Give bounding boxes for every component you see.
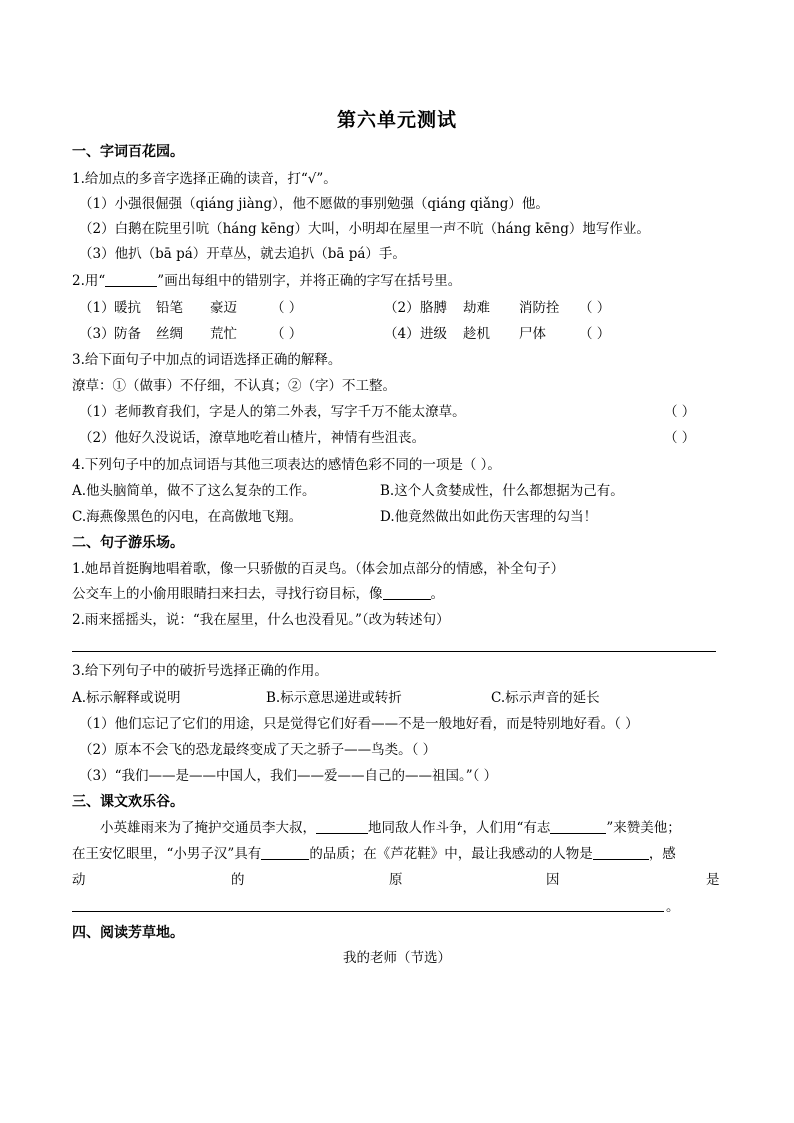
q2-2-answer-line[interactable] bbox=[72, 651, 716, 652]
s3-p1-c: ”来赞美他； bbox=[606, 820, 681, 836]
section-2-heading: 二、句子游乐场。 bbox=[72, 535, 184, 551]
q1-2-row-2-answer[interactable]: （ ） bbox=[579, 300, 611, 316]
section-4-heading: 四、阅读芳草地。 bbox=[72, 925, 184, 941]
s3-p3-char-5: 是 bbox=[706, 872, 720, 888]
q1-2-row-1-w1: 暖抗 bbox=[114, 300, 141, 316]
q1-2-stem-b: ”画出每组中的错别字，并将正确的字写在括号里。 bbox=[157, 273, 462, 289]
s3-p2-c: ，感 bbox=[648, 846, 676, 862]
q1-1-line-2: （2）白鹅在院里引吭（háng kēng）大叫，小明却在屋里一声不吭（háng kēng）地写作业。 bbox=[79, 221, 650, 237]
q2-3-line-3: （3）“我们——是——中国人，我们——爱——自己的——祖国。”（ ） bbox=[79, 768, 498, 784]
q1-4-stem: 4.下列句子中的加点词语与其他三项表达的感情色彩不同的一项是（ ）。 bbox=[72, 457, 501, 473]
underline-sample bbox=[105, 274, 157, 287]
s3-blank-2[interactable] bbox=[550, 821, 606, 834]
q1-2-row-3-num: （3） bbox=[79, 326, 115, 342]
q1-1-line-1: （1）小强很倔强（qiáng jiàng），他不愿做的事别勉强（qiáng qiǎng）他。 bbox=[79, 196, 549, 212]
q2-1-stem: 1.她昂首挺胸地唱着歌，像一只骄傲的百灵鸟。（体会加点部分的情感，补全句子） bbox=[72, 561, 565, 577]
q1-3-line-2: （2）他好久没说话，潦草地吃着山楂片，神情有些沮丧。 bbox=[79, 430, 426, 446]
q2-1-fill-line bbox=[72, 585, 444, 603]
q1-3-answer-1[interactable]: （ ） bbox=[664, 404, 696, 420]
s3-p2-b: 的品质；在《芦花鞋》中，最让我感动的人物是 bbox=[309, 846, 593, 862]
q2-3-line-1: （1）他们忘记了它们的用途，只是觉得它们好看——不是一般地好看，而是特别地好看。（ ） bbox=[79, 716, 639, 732]
q2-3-line-2: （2）原本不会飞的恐龙最终变成了天之骄子——鸟类。（ ） bbox=[79, 742, 437, 758]
q1-2-row-4-w1: 进级 bbox=[420, 326, 447, 342]
q1-1-stem bbox=[72, 170, 337, 188]
q1-3-stem: 3.给下面句子中加点的词语选择正确的解释。 bbox=[72, 352, 342, 368]
q1-2-stem-a: 2.用“ bbox=[72, 273, 106, 289]
q1-4-option-b: B.这个人贪婪成性，什么都想据为己有。 bbox=[380, 483, 624, 499]
q1-2-row-4-w3: 尸体 bbox=[519, 326, 546, 342]
s3-p3-char-1: 动 bbox=[72, 872, 86, 888]
s3-p1-b: 地同敌人作斗争，人们用“有志 bbox=[368, 820, 551, 836]
q1-2-row-4-w2: 趁机 bbox=[463, 326, 490, 342]
q1-2-row-3-answer[interactable]: （ ） bbox=[271, 326, 303, 342]
q1-2-row-1-w2: 铅笔 bbox=[156, 300, 183, 316]
q2-3-option-b: B.标示意思递进或转折 bbox=[266, 690, 402, 706]
q1-2-row-2-w2: 劫难 bbox=[463, 300, 490, 316]
q1-1-stem-a: 1.给加点的多音字选择正确的读音，打“ bbox=[72, 171, 308, 187]
q1-3-definition: 潦草：①（做事）不仔细，不认真；②（字）不工整。 bbox=[72, 378, 396, 394]
s3-p4-end: 。 bbox=[666, 899, 680, 915]
q1-2-row-1-answer[interactable]: （ ） bbox=[271, 300, 303, 316]
s3-blank-1[interactable] bbox=[316, 821, 368, 834]
s3-p1-a: 小英雄雨来为了掩护交通员李大叔， bbox=[100, 820, 316, 836]
q1-1-stem-b: ”。 bbox=[316, 171, 337, 187]
s3-answer-line[interactable] bbox=[72, 911, 664, 912]
reading-subtitle: 我的老师（节选） bbox=[343, 950, 451, 966]
q1-3-line-1: （1）老师教育我们，字是人的第二外表，写字千万不能太潦草。 bbox=[79, 404, 466, 420]
check-mark-icon: √ bbox=[307, 171, 317, 187]
q2-1-fill-text: 公交车上的小偷用眼睛扫来扫去，寻找行窃目标，像 bbox=[72, 586, 383, 602]
page-title: 第六单元测试 bbox=[336, 109, 457, 131]
q1-2-row-1-num: （1） bbox=[79, 300, 115, 316]
q1-2-row-3-w2: 丝绸 bbox=[156, 326, 183, 342]
q1-1-line-3: （3）他扒（bā pá）开草丛，就去追扒（bā pá）手。 bbox=[79, 246, 406, 262]
s3-blank-3[interactable] bbox=[261, 847, 309, 860]
s3-p3-char-2: 的 bbox=[231, 872, 245, 888]
q1-4-option-a: A.他头脑简单，做不了这么复杂的工作。 bbox=[72, 483, 316, 499]
s3-blank-4[interactable] bbox=[593, 847, 649, 860]
q1-2-stem bbox=[72, 272, 461, 290]
q2-1-blank[interactable] bbox=[383, 587, 431, 600]
q1-3-answer-2[interactable]: （ ） bbox=[664, 430, 696, 446]
q1-2-row-2-num: （2） bbox=[384, 300, 420, 316]
q2-3-option-a: A.标示解释或说明 bbox=[72, 690, 181, 706]
q2-3-option-c: C.标示声音的延长 bbox=[491, 690, 600, 706]
q1-2-row-3-w3: 荒忙 bbox=[210, 326, 237, 342]
s3-para-line-1 bbox=[100, 819, 681, 837]
s3-p2-a: 在王安忆眼里，“小男子汉”具有 bbox=[72, 846, 262, 862]
s3-p3-char-3: 原 bbox=[389, 872, 403, 888]
q1-2-row-4-answer[interactable]: （ ） bbox=[579, 326, 611, 342]
section-1-heading: 一、字词百花园。 bbox=[72, 144, 184, 160]
q1-2-row-3-w1: 防备 bbox=[114, 326, 141, 342]
q2-3-stem: 3.给下列句子中的破折号选择正确的作用。 bbox=[72, 663, 328, 679]
q2-1-fill-end: 。 bbox=[430, 586, 444, 602]
q1-2-row-2-w3: 消防拴 bbox=[519, 300, 560, 316]
q1-2-row-4-num: （4） bbox=[384, 326, 420, 342]
q1-2-row-2-w1: 胳膊 bbox=[420, 300, 447, 316]
s3-para-line-2 bbox=[72, 845, 676, 863]
q1-4-option-d: D.他竟然做出如此伤天害理的勾当！ bbox=[380, 509, 598, 525]
q2-2-stem: 2.雨来摇摇头，说：“我在屋里，什么也没看见。”（改为转述句） bbox=[72, 612, 450, 628]
section-3-heading: 三、课文欢乐谷。 bbox=[72, 794, 184, 810]
q1-2-row-1-w3: 豪迈 bbox=[210, 300, 237, 316]
s3-p3-char-4: 因 bbox=[546, 872, 560, 888]
q1-4-option-c: C.海燕像黑色的闪电，在高傲地飞翔。 bbox=[72, 509, 303, 525]
